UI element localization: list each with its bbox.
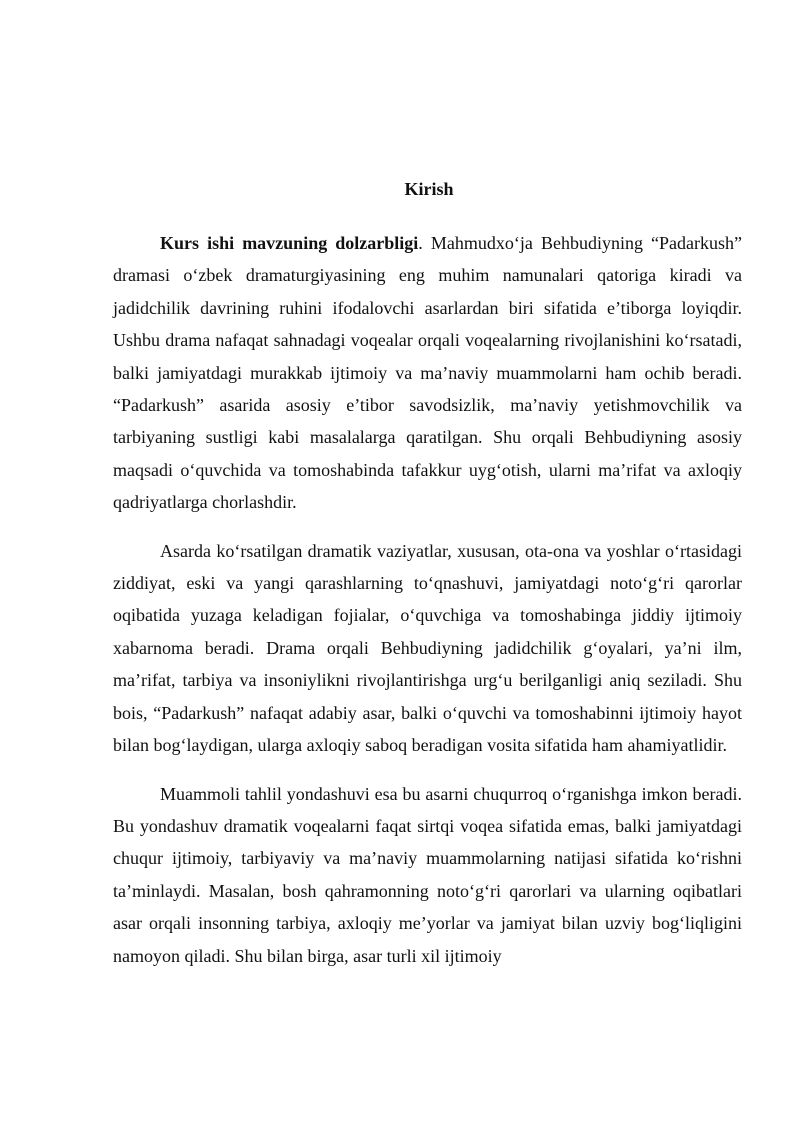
paragraph-relevance xyxy=(113,227,742,519)
paragraph-text: . Mahmudxo‘ja Behbudiyning “Padarkush” dramasi o‘zbek dramaturgiyasining eng muhim namunalari qatoriga kiradi va jadidchilik davrining ruhini ifodalovchi asarlardan biri sifatida e’tiborga loyiqdir. Ushbu drama nafaqat sahnadagi voqealar orqali voqealarning rivojlanishini ko‘rsatadi, balki jamiyatdagi murakkab ijtimoiy va ma’naviy muammolarni ham ochib beradi. “Padarkush” asarida asosiy e’tibor savodsizlik, ma’naviy yetishmovchilik va tarbiyaning sustligi kabi masalalarga qaratilgan. Shu orqali Behbudiyning asosiy maqsadi o‘quvchida va tomoshabinda tafakkur uyg‘otish, ularni ma’rifat va axloqiy qadriyatlarga chorlashdir. xyxy=(113,233,742,513)
paragraph-lead: Kurs ishi mavzuning dolzarbligi xyxy=(160,233,419,253)
paragraph-text: Muammoli tahlil yondashuvi esa bu asarni chuqurroq o‘rganishga imkon beradi. Bu yondashuv dramatik voqealarni faqat sirtqi voqea sifatida emas, balki jamiyatdagi chuqur ijtimoiy, tarbiyaviy va ma’naviy muammolarning natijasi sifatida ko‘rishni ta’minlaydi. Masalan, bosh qahramonning noto‘g‘ri qarorlari va ularning oqibatlari asar orqali insonning tarbiya, axloqiy me’yorlar va jamiyat bilan uzviy bog‘liqligini namoyon qiladi. Shu bilan birga, asar turli xil ijtimoiy xyxy=(113,783,742,966)
paragraph-dramatic-situations xyxy=(113,535,742,762)
body-text xyxy=(113,227,742,988)
section-heading: Kirish xyxy=(404,179,454,199)
paragraph-problem-analysis xyxy=(113,778,742,972)
paragraph-text: Asarda ko‘rsatilgan dramatik vaziyatlar, xususan, ota-ona va yoshlar o‘rtasidagi ziddiyat, eski va yangi qarashlarning to‘qnashuvi, jamiyatdagi noto‘g‘ri qarorlar oqibatida yuzaga keladigan fojialar, o‘quvchiga va tomoshabinga jiddiy ijtimoiy xabarnoma beradi. Drama orqali Behbudiyning jadidchilik g‘oyalari, ya’ni ilm, ma’rifat, tarbiya va insoniylikni rivojlantirishga urg‘u berilganligi aniq seziladi. Shu bois, “Padarkush” nafaqat adabiy asar, balki o‘quvchi va tomoshabinni ijtimoiy hayot bilan bog‘laydigan, ularga axloqiy saboq beradigan vosita sifatida ham ahamiyatlidir. xyxy=(113,540,742,756)
